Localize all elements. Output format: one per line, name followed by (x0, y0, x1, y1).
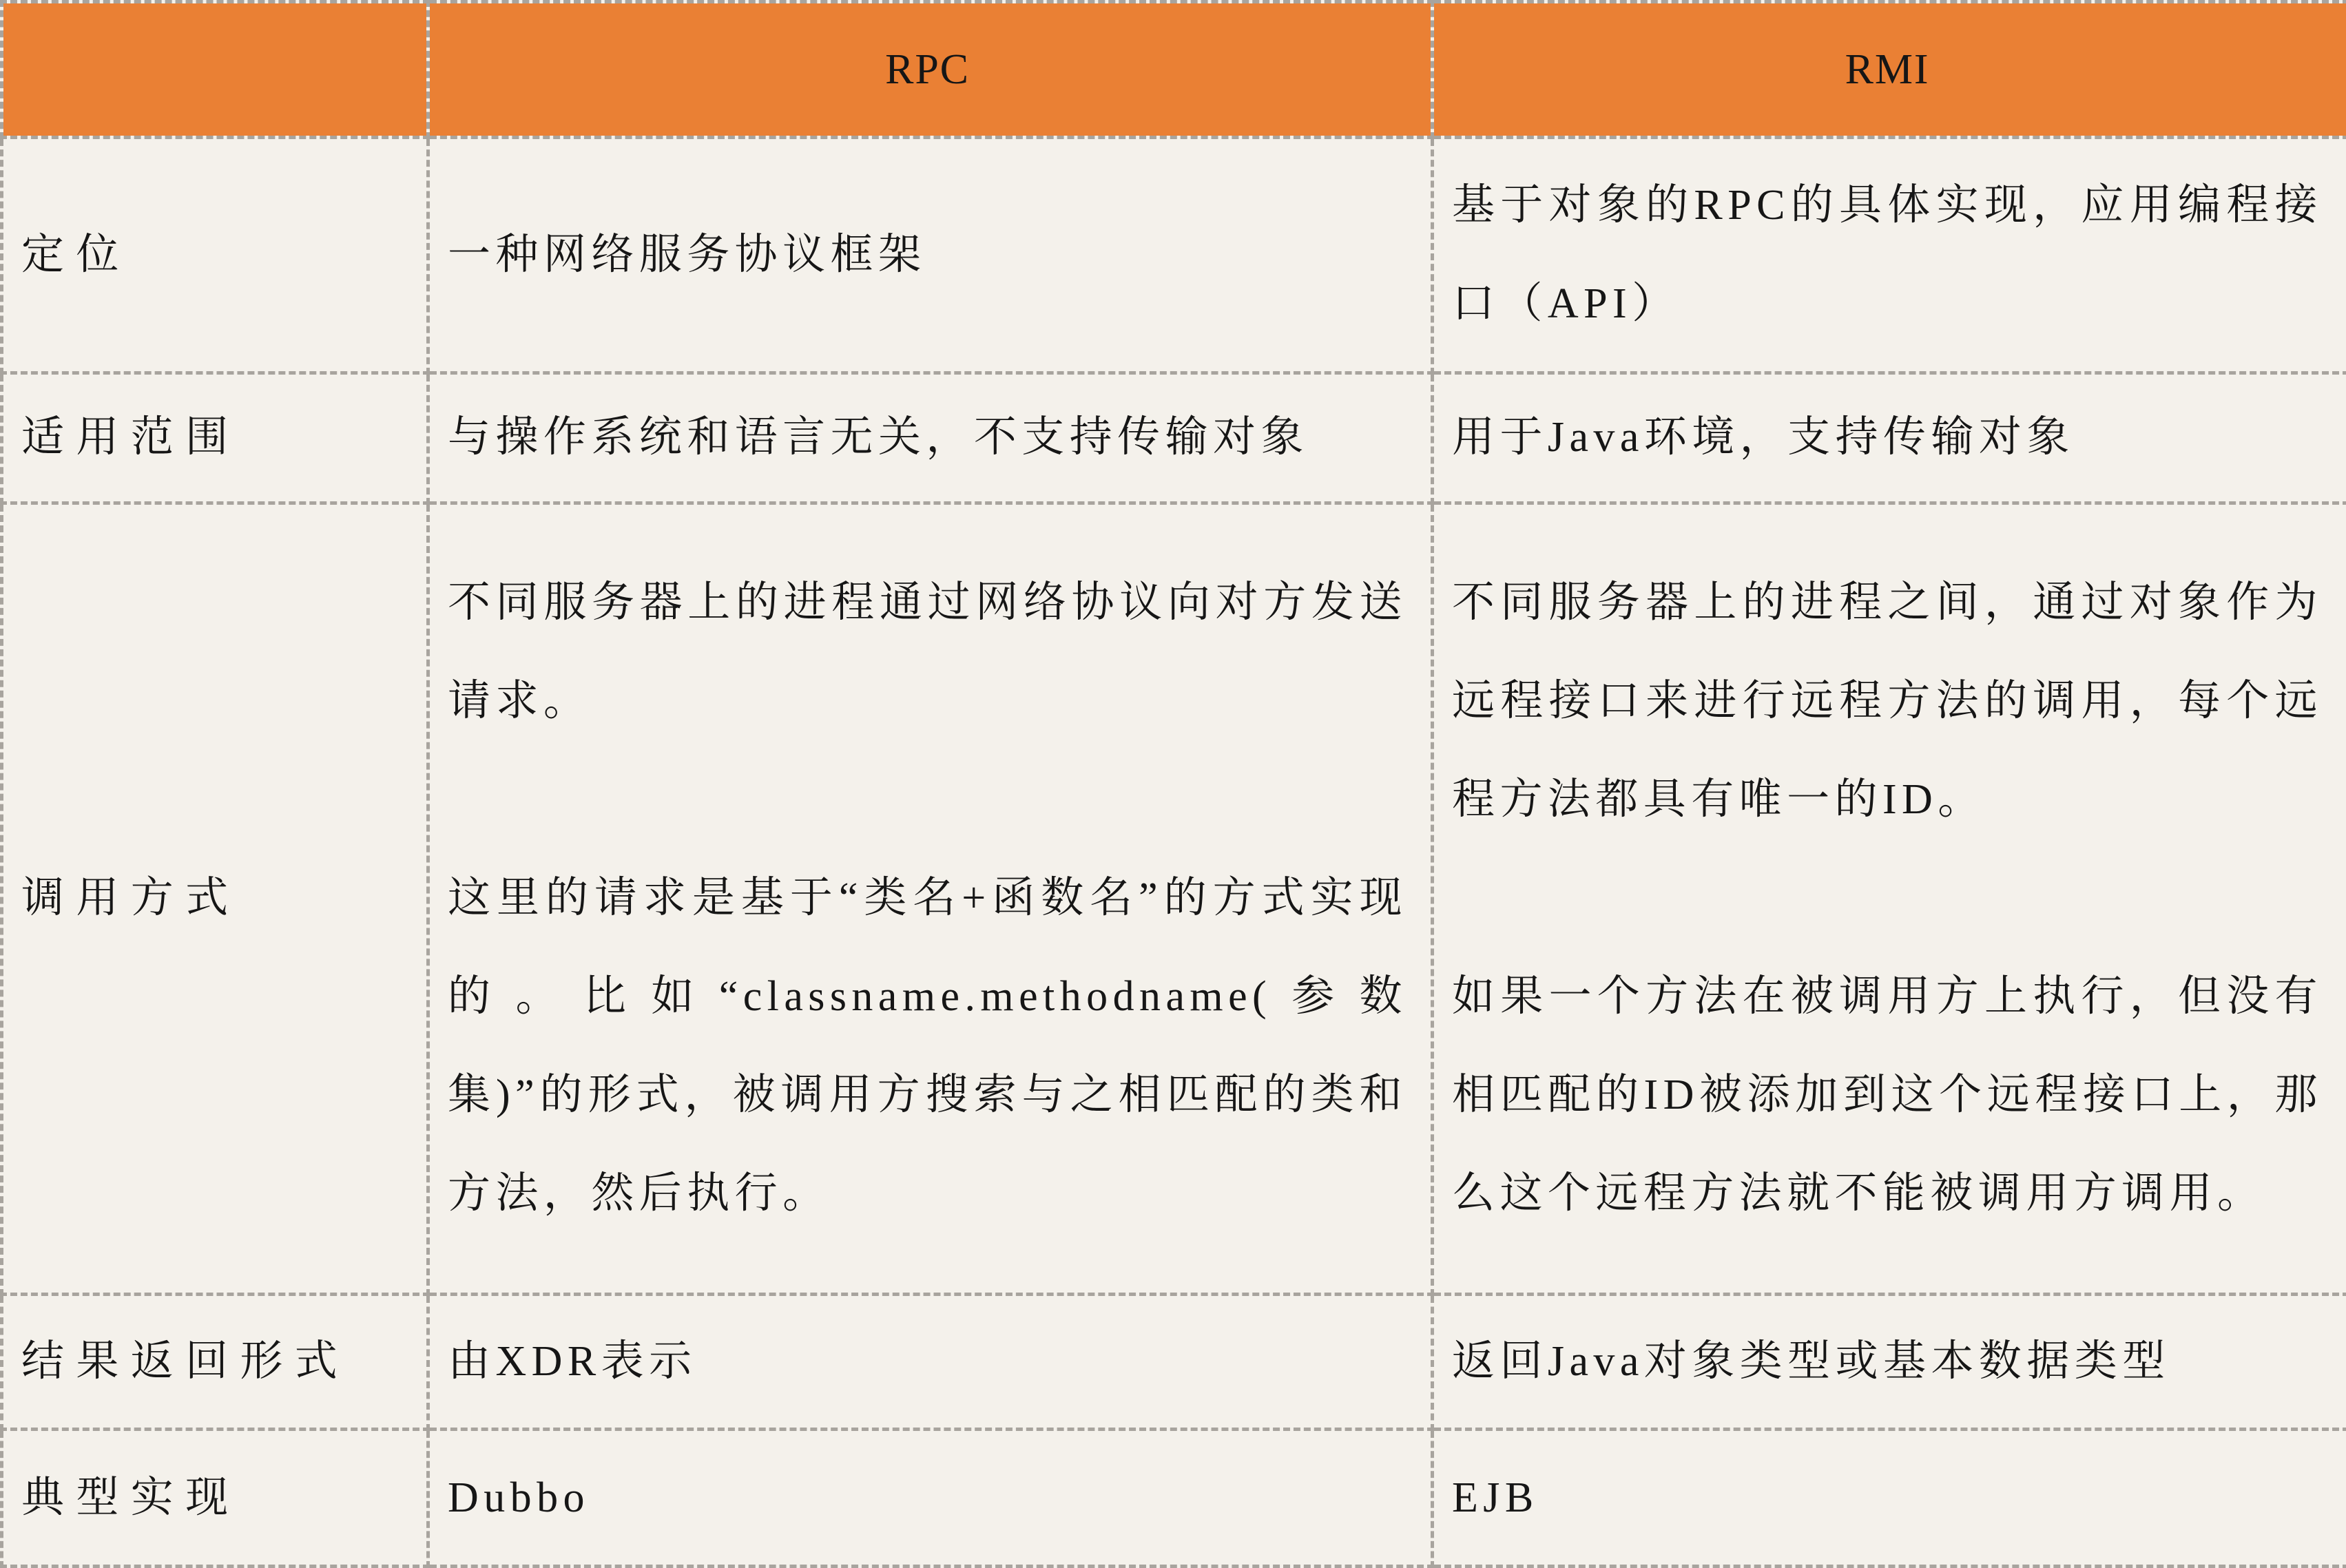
table-row-result-format (2, 1295, 2346, 1430)
header-row (2, 2, 2346, 138)
row-label-scope: 适用范围 (2, 373, 428, 503)
cell-text: 与操作系统和语言无关，不支持传输对象 (448, 414, 1309, 461)
cell-invocation-rpc (428, 503, 1433, 1295)
cell-typical-implementation-rpc (428, 1430, 1433, 1567)
cell-paragraph: 如果一个方法在被调用方上执行，但没有相匹配的ID被添加到这个远程接口上，那么这个远程方法就不能被调用方调用。 (1452, 973, 2323, 1217)
cell-scope-rpc (428, 373, 1433, 503)
header-cell-rpc: RPC (428, 2, 1433, 138)
cell-result-format-rpc (428, 1295, 1433, 1430)
header-cell-rmi: RMI (1433, 2, 2346, 138)
row-label-result-format: 结果返回形式 (2, 1295, 428, 1430)
cell-paragraph: 不同服务器上的进程之间，通过对象作为远程接口来进行远程方法的调用，每个远程方法都具有唯一的ID。 (1452, 579, 2323, 824)
cell-text: EJB (1452, 1474, 1539, 1521)
cell-text: 用于Java环境，支持传输对象 (1452, 414, 2075, 461)
cell-paragraph: 这里的请求是基于“类名+函数名”的方式实现的。比如“classname.methodname(参数集)”的形式，被调用方搜索与之相匹配的类和方法，然后执行。 (448, 875, 1407, 1217)
table-row-positioning (2, 138, 2346, 373)
row-label-invocation: 调用方式 (2, 503, 428, 1295)
table-row-invocation (2, 503, 2346, 1295)
cell-text: 基于对象的RPC的具体实现，应用编程接口（API） (1452, 182, 2323, 328)
cell-scope-rmi (1433, 373, 2346, 503)
cell-text: 由XDR表示 (448, 1338, 697, 1386)
cell-positioning-rmi (1433, 138, 2346, 373)
row-label-typical-implementation: 典型实现 (2, 1430, 428, 1567)
cell-text: 一种网络服务协议框架 (448, 231, 926, 278)
cell-paragraph: 不同服务器上的进程通过网络协议向对方发送请求。 (448, 579, 1407, 725)
cell-invocation-rmi (1433, 503, 2346, 1295)
table-row-scope (2, 373, 2346, 503)
row-label-positioning: 定位 (2, 138, 428, 373)
cell-positioning-rpc (428, 138, 1433, 373)
header-cell-empty (2, 2, 428, 138)
cell-result-format-rmi (1433, 1295, 2346, 1430)
table-row-typical-implementation (2, 1430, 2346, 1567)
cell-typical-implementation-rmi (1433, 1430, 2346, 1567)
cell-text: 返回Java对象类型或基本数据类型 (1452, 1338, 2170, 1386)
cell-text: Dubbo (448, 1474, 590, 1521)
